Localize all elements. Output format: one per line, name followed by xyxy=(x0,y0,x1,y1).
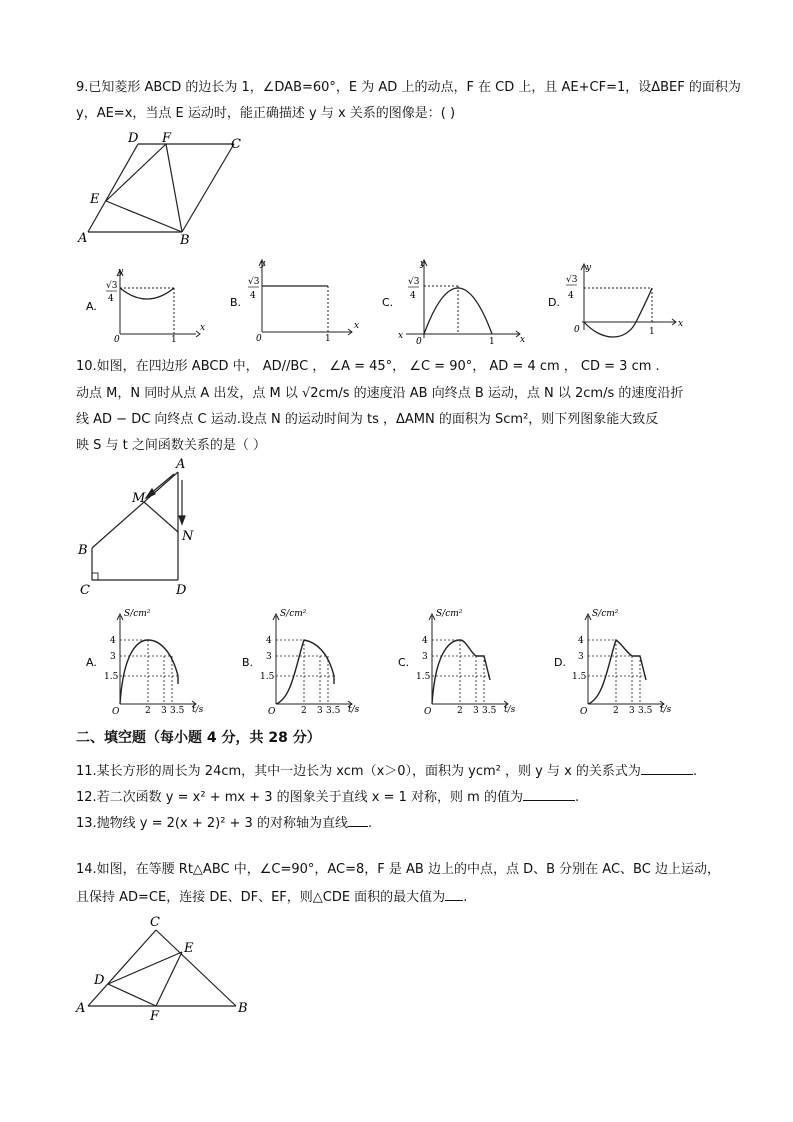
q10-d-x-axis: t/s xyxy=(660,705,672,715)
q10-point-m: M xyxy=(132,491,146,506)
q9-b-y-axis: y xyxy=(260,259,266,269)
q9-b-origin: 0 xyxy=(256,334,262,344)
q10-a-xtick-3: 3 xyxy=(161,706,167,716)
q9-c-x-axis: x xyxy=(520,335,526,345)
q13-text: 13.抛物线 y = 2(x + 2)² + 3 的对称轴为直线 xyxy=(76,816,348,831)
q10-c-ytick-15: 1.5 xyxy=(416,672,431,682)
q12-line xyxy=(76,786,579,808)
q10-option-c-label: C. xyxy=(398,656,410,669)
q14-point-f: F xyxy=(150,1009,160,1024)
q10-c-xtick-35: 3.5 xyxy=(482,706,497,716)
q10-line-3: 线 AD − DC 向终点 C 运动.设点 N 的运动时间为 ts ，ΔAMN 的面积为 Scm²，则下列图象能大致反 xyxy=(76,412,659,427)
q10-d-y-axis: S/cm² xyxy=(592,609,619,619)
q10-b-y-axis: S/cm² xyxy=(280,609,307,619)
q10-a-y-axis: S/cm² xyxy=(124,609,151,619)
q9-a-xtick: 1 xyxy=(171,335,177,345)
q11-text: 11.某长方形的周长为 24cm，其中一边长为 xcm（x＞0），面积为 ycm² ，则 y 与 x 的关系式为 xyxy=(76,764,641,779)
q11-answer-blank[interactable] xyxy=(641,760,693,775)
q12-text: 12.若二次函数 y = x² + mx + 3 的图象关于直线 x = 1 对称，则 m 的值为 xyxy=(76,790,523,805)
q10-point-a: A xyxy=(176,457,186,472)
q10-d-ytick-15: 1.5 xyxy=(572,672,587,682)
q14-point-d: D xyxy=(94,973,105,988)
q10-b-ytick-4: 4 xyxy=(266,636,272,646)
q9-b-xtick: 1 xyxy=(325,334,331,344)
q10-line-2: 动点 M，N 同时从点 A 出发，点 M 以 √2cm/s 的速度沿 AB 向终点 B 运动，点 N 以 2cm/s 的速度沿折 xyxy=(76,386,684,401)
q9-b-x-axis: x xyxy=(354,321,360,331)
q9-a-ytick-den: 4 xyxy=(108,294,114,304)
q9-b-ytick-den: 4 xyxy=(250,291,256,301)
q10-point-n: N xyxy=(182,529,194,544)
q9-b-ytick-num: √3 xyxy=(248,277,260,287)
q12-end: . xyxy=(574,790,580,805)
q11-line xyxy=(76,760,697,782)
q14-point-b: B xyxy=(238,1001,248,1016)
q9-d-xtick: 1 xyxy=(649,327,655,337)
q10-c-x-axis: t/s xyxy=(504,705,516,715)
q10-option-c-graph xyxy=(396,604,522,717)
q10-b-xtick-35: 3.5 xyxy=(326,706,341,716)
q9-option-d-label: D. xyxy=(548,296,560,309)
q9-line-1: 9.已知菱形 ABCD 的边长为 1，∠DAB=60°，E 为 AD 上的动点，F 在 CD 上，且 AE+CF=1，设ΔBEF 的面积为 xyxy=(76,80,741,95)
q10-a-origin: O xyxy=(112,707,120,717)
q9-d-origin: 0 xyxy=(574,325,580,335)
q10-option-d-label: D. xyxy=(554,656,566,669)
q10-option-b-label: B. xyxy=(242,656,254,669)
q10-a-ytick-15: 1.5 xyxy=(104,672,119,682)
q14-point-e: E xyxy=(184,941,194,956)
q9-d-y-axis: y xyxy=(586,263,592,273)
q14-line-1: 14.如图，在等腰 Rt△ABC 中，∠C=90°，AC=8，F 是 AB 边上的中点，点 D、B 分别在 AC、BC 边上运动， xyxy=(76,862,720,877)
q9-c-neg-x-axis: x xyxy=(398,331,404,341)
q9-point-f: F xyxy=(162,131,172,146)
q10-option-a-graph xyxy=(84,604,210,717)
q9-option-c-graph xyxy=(380,256,530,347)
q9-c-origin: 0 xyxy=(416,337,422,347)
q10-option-a-label: A. xyxy=(86,656,97,669)
q9-a-ytick-num: √3 xyxy=(106,281,118,291)
q9-option-a-graph xyxy=(84,264,214,345)
q9-option-c-label: C. xyxy=(382,296,394,309)
q9-a-x-axis: x xyxy=(200,323,206,333)
q10-option-d-graph xyxy=(552,604,678,717)
q10-d-origin: O xyxy=(580,707,588,717)
q10-d-xtick-3: 3 xyxy=(629,706,635,716)
q10-a-ytick-4: 4 xyxy=(110,636,116,646)
q10-d-xtick-35: 3.5 xyxy=(638,706,653,716)
q9-d-ytick-den: 4 xyxy=(568,291,574,301)
q9-point-d: D xyxy=(128,131,139,146)
q9-d-x-axis: x xyxy=(678,319,684,329)
q10-point-b: B xyxy=(78,543,88,558)
q14-text: 且保持 AD=CE，连接 DE、DF、EF，则△CDE 面积的最大值为 xyxy=(76,890,446,905)
q9-d-ytick-num: √3 xyxy=(566,275,578,285)
q9-c-xtick: 1 xyxy=(489,337,495,347)
q10-point-c: C xyxy=(80,583,90,598)
q10-d-ytick-4: 4 xyxy=(578,636,584,646)
q12-answer-blank[interactable] xyxy=(523,786,575,801)
q10-a-x-axis: t/s xyxy=(192,705,204,715)
q9-rhombus-figure xyxy=(76,130,256,248)
q13-line xyxy=(76,812,372,834)
q9-point-c: C xyxy=(231,137,241,152)
q9-line-2: y，AE=x，当点 E 运动时，能正确描述 y 与 x 关系的图像是：( ) xyxy=(76,106,456,121)
q10-point-d: D xyxy=(176,583,187,598)
q10-b-ytick-15: 1.5 xyxy=(260,672,275,682)
q14-line-2 xyxy=(76,886,467,908)
q10-a-xtick-35: 3.5 xyxy=(170,706,185,716)
q10-d-xtick-2: 2 xyxy=(613,706,619,716)
q10-c-origin: O xyxy=(424,707,432,717)
q10-quadrilateral-figure xyxy=(76,456,216,598)
q10-a-ytick-3: 3 xyxy=(110,652,116,662)
q11-end: . xyxy=(692,764,698,779)
q9-a-origin: 0 xyxy=(114,335,120,345)
q9-option-b-graph xyxy=(228,256,368,342)
q10-b-x-axis: t/s xyxy=(348,705,360,715)
q10-c-y-axis: S/cm² xyxy=(436,609,463,619)
q10-option-b-graph xyxy=(240,604,366,717)
q9-c-ytick-den: 4 xyxy=(410,291,416,301)
q9-point-a: A xyxy=(78,231,88,246)
q9-c-y-axis: y xyxy=(420,259,426,269)
q10-a-xtick-2: 2 xyxy=(145,706,151,716)
q9-c-ytick-num: √3 xyxy=(408,277,420,287)
q14-triangle-figure xyxy=(72,912,258,1022)
q10-b-ytick-3: 3 xyxy=(266,652,272,662)
q10-c-xtick-2: 2 xyxy=(457,706,463,716)
section-2-title: 二、填空题（每小题 4 分，共 28 分） xyxy=(76,730,321,746)
q9-point-b: B xyxy=(180,233,190,248)
q10-c-ytick-3: 3 xyxy=(422,652,428,662)
q10-b-xtick-2: 2 xyxy=(301,706,307,716)
q9-a-y-axis: y xyxy=(118,267,124,277)
q10-c-xtick-3: 3 xyxy=(473,706,479,716)
q10-c-ytick-4: 4 xyxy=(422,636,428,646)
q10-line-1: 10.如图，在四边形 ABCD 中， AD//BC ， ∠A = 45°， ∠C = 90°， AD = 4 cm ， CD = 3 cm . xyxy=(76,359,660,374)
q13-answer-blank[interactable] xyxy=(348,812,368,827)
q9-point-e: E xyxy=(90,192,100,207)
q14-end: . xyxy=(463,890,468,905)
q10-b-xtick-3: 3 xyxy=(317,706,323,716)
q14-point-c: C xyxy=(150,915,160,930)
q9-option-d-graph xyxy=(546,260,696,340)
q9-option-a-label: A. xyxy=(86,300,97,313)
q10-d-ytick-3: 3 xyxy=(578,652,584,662)
q13-end: . xyxy=(367,816,373,831)
q14-answer-blank[interactable] xyxy=(445,886,463,901)
q9-option-b-label: B. xyxy=(230,296,242,309)
q14-point-a: A xyxy=(76,1001,86,1016)
q10-b-origin: O xyxy=(268,707,276,717)
q10-line-4: 映 S 与 t 之间函数关系的是（ ） xyxy=(76,438,267,453)
